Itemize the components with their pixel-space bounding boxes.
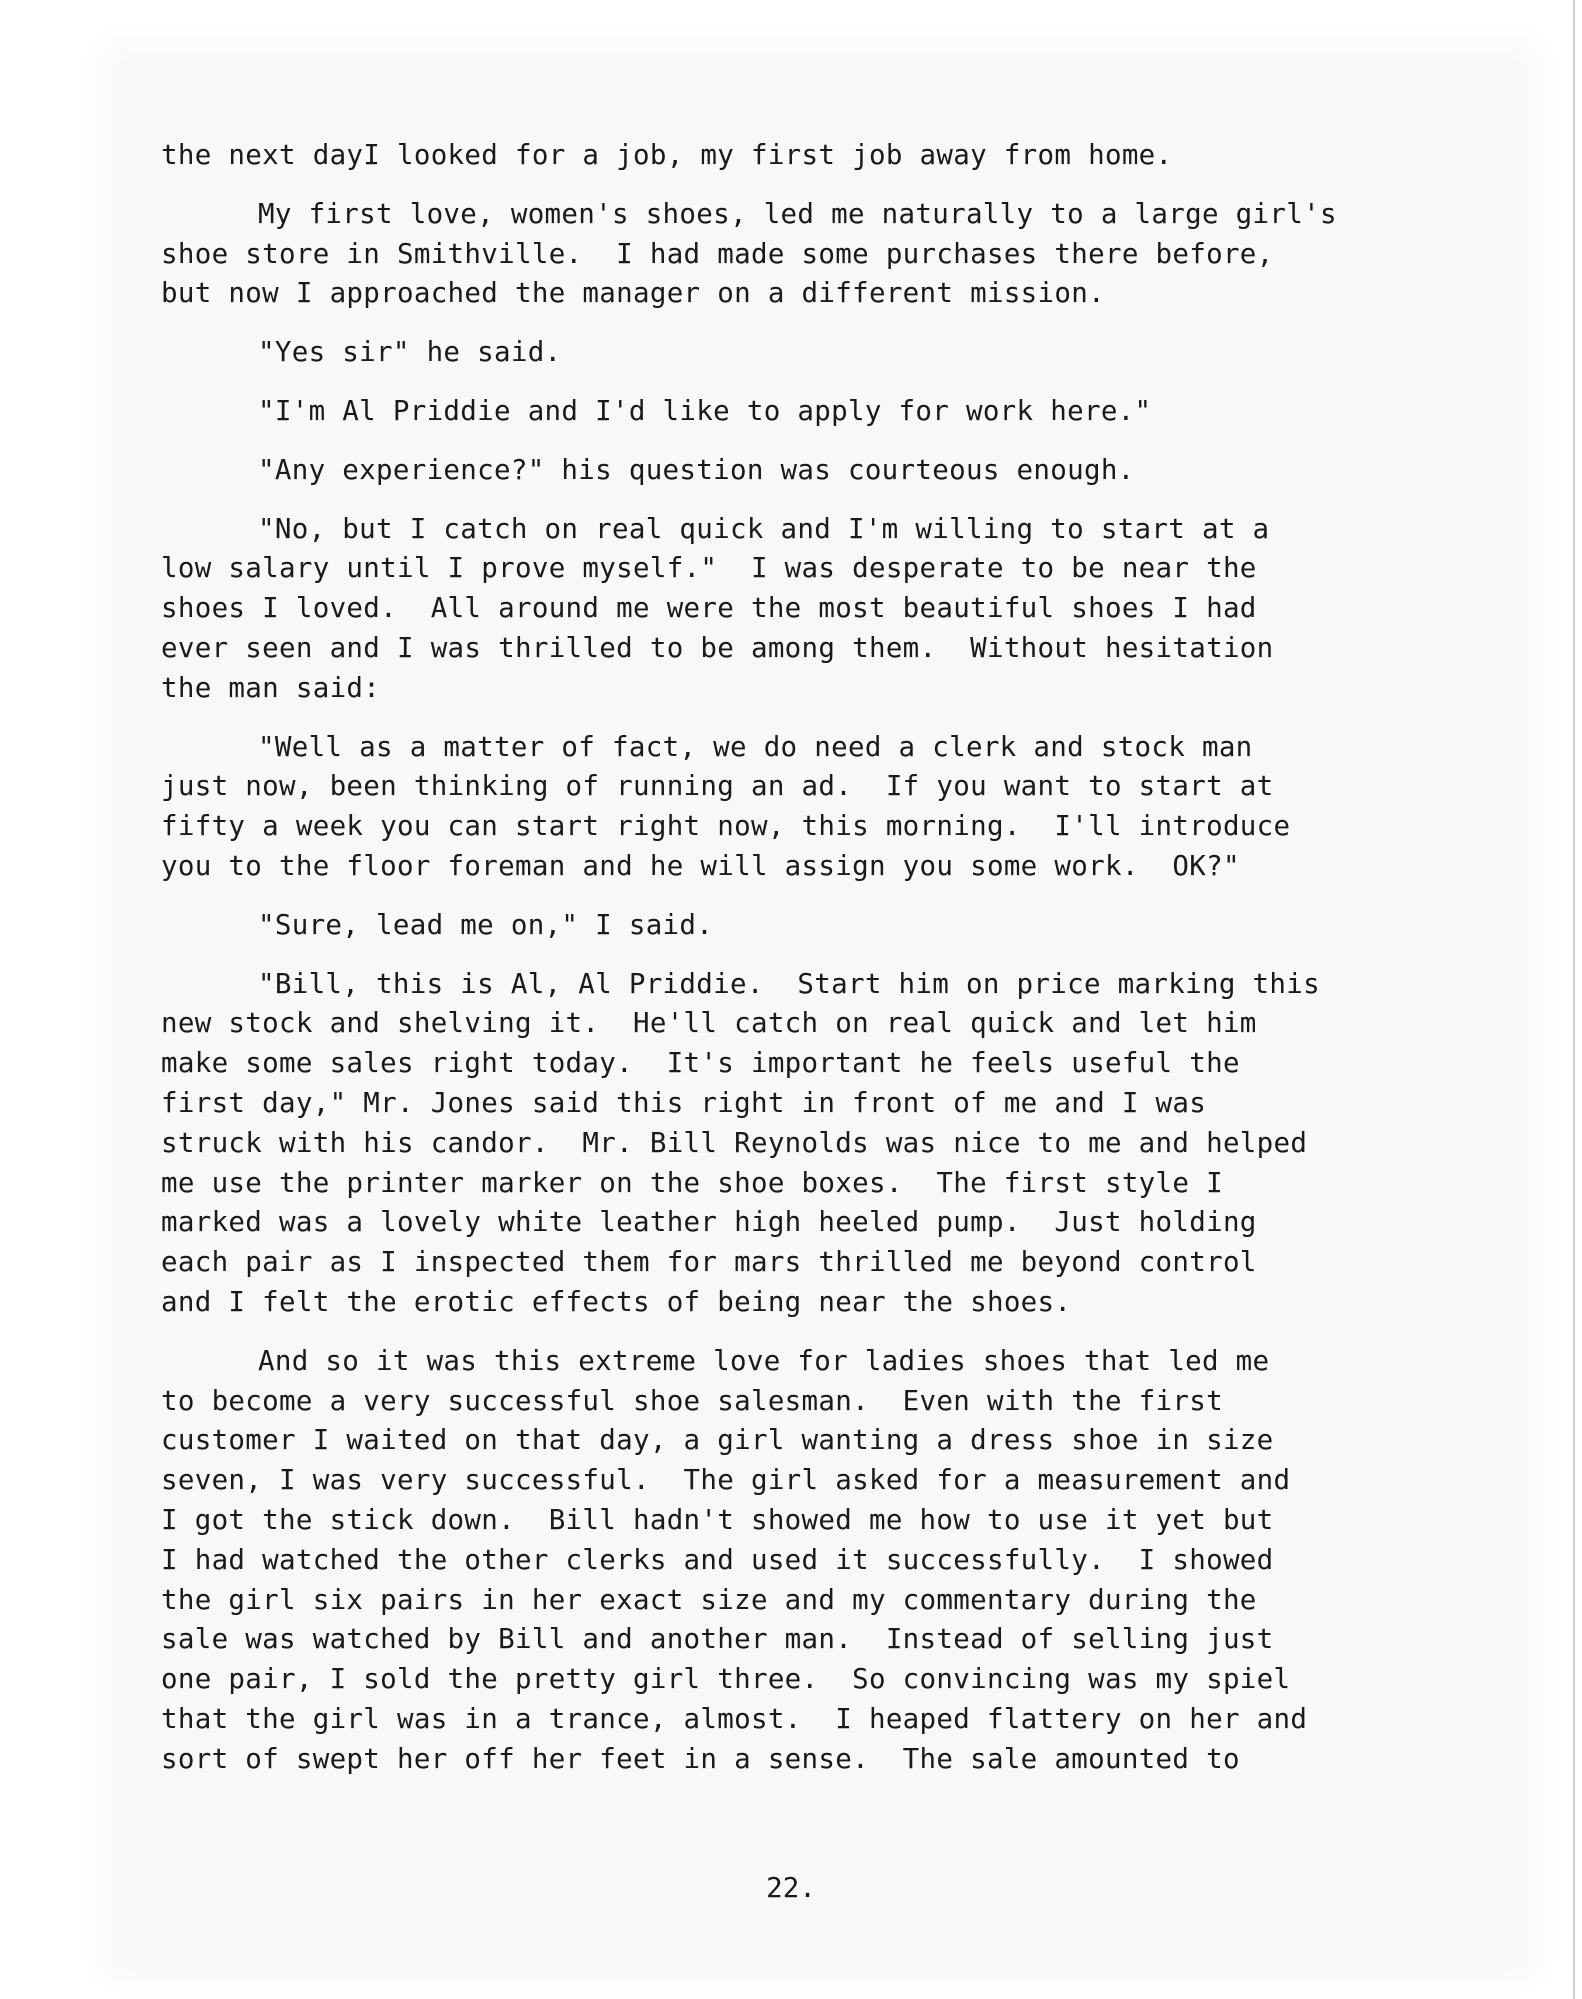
text-line: "Bill, this is Al, Al Priddie. Start him on price marking this — [258, 967, 1320, 1000]
text-line: me use the printer marker on the shoe boxes. The first style I — [161, 1166, 1223, 1199]
page-edge-divider — [1573, 0, 1575, 1999]
text-line: "Any experience?" his question was courteous enough. — [258, 453, 1135, 486]
text-line: that the girl was in a trance, almost. I heaped flattery on her and — [161, 1702, 1308, 1735]
text-line: one pair, I sold the pretty girl three. So convincing was my spiel — [161, 1663, 1291, 1696]
text-line: "No, but I catch on real quick and I'm willing to start at a — [258, 512, 1270, 545]
text-line: And so it was this extreme love for ladies shoes that led me — [258, 1344, 1270, 1377]
body-text — [161, 136, 1541, 1798]
text-line: shoes I loved. All around me were the most beautiful shoes I had — [161, 592, 1257, 625]
paragraph-3 — [161, 333, 1541, 373]
text-line: the girl six pairs in her exact size and my commentary during the — [161, 1583, 1257, 1616]
text-line: you to the floor foreman and he will assign you some work. OK?" — [161, 849, 1240, 882]
text-line: new stock and shelving it. He'll catch on real quick and let him — [161, 1007, 1257, 1040]
page-number: 22. — [766, 1872, 816, 1904]
text-line: struck with his candor. Mr. Bill Reynolds was nice to me and helped — [161, 1126, 1308, 1159]
text-line: make some sales right today. It's important he feels useful the — [161, 1047, 1240, 1080]
paragraph-8 — [161, 906, 1541, 946]
paragraph-5 — [161, 451, 1541, 491]
text-line: "I'm Al Priddie and I'd like to apply for work here." — [258, 394, 1152, 427]
text-line: sort of swept her off her feet in a sense. The sale amounted to — [161, 1742, 1240, 1775]
text-line: and I felt the erotic effects of being near the shoes. — [161, 1285, 1072, 1318]
text-line: just now, been thinking of running an ad. If you want to start at — [161, 770, 1274, 803]
text-line: "Yes sir" he said. — [258, 336, 562, 369]
paragraph-6 — [161, 510, 1541, 709]
text-line: fifty a week you can start right now, this morning. I'll introduce — [161, 810, 1291, 843]
text-line: the next dayI looked for a job, my first job away from home. — [161, 139, 1173, 171]
text-line: low salary until I prove myself." I was desperate to be near the — [161, 552, 1257, 585]
paragraph-1 — [161, 136, 1541, 176]
text-line: the man said: — [161, 671, 381, 704]
paragraph-7 — [161, 728, 1541, 887]
text-line: sale was watched by Bill and another man. Instead of selling just — [161, 1623, 1274, 1656]
text-line: each pair as I inspected them for mars thrilled me beyond control — [161, 1246, 1257, 1279]
text-line: "Sure, lead me on," I said. — [258, 908, 714, 941]
text-line: but now I approached the manager on a different mission. — [161, 277, 1105, 310]
paragraph-9 — [161, 965, 1541, 1323]
paragraph-2 — [161, 195, 1541, 314]
text-line: I had watched the other clerks and used it successfully. I showed — [161, 1543, 1274, 1576]
text-line: marked was a lovely white leather high heeled pump. Just holding — [161, 1206, 1257, 1239]
text-line: My first love, women's shoes, led me naturally to a large girl's — [258, 197, 1337, 230]
text-line: "Well as a matter of fact, we do need a clerk and stock man — [258, 730, 1253, 763]
text-line: first day," Mr. Jones said this right in front of me and I was — [161, 1086, 1207, 1119]
text-line: customer I waited on that day, a girl wanting a dress shoe in size — [161, 1424, 1274, 1457]
paragraph-4 — [161, 392, 1541, 432]
text-line: shoe store in Smithville. I had made some purchases there before, — [161, 237, 1274, 270]
text-line: I got the stick down. Bill hadn't showed me how to use it yet but — [161, 1503, 1274, 1536]
text-line: seven, I was very successful. The girl asked for a measurement and — [161, 1464, 1291, 1497]
text-line: ever seen and I was thrilled to be among them. Without hesitation — [161, 631, 1274, 664]
text-line: to become a very successful shoe salesman. Even with the first — [161, 1384, 1223, 1417]
paragraph-10 — [161, 1342, 1541, 1780]
